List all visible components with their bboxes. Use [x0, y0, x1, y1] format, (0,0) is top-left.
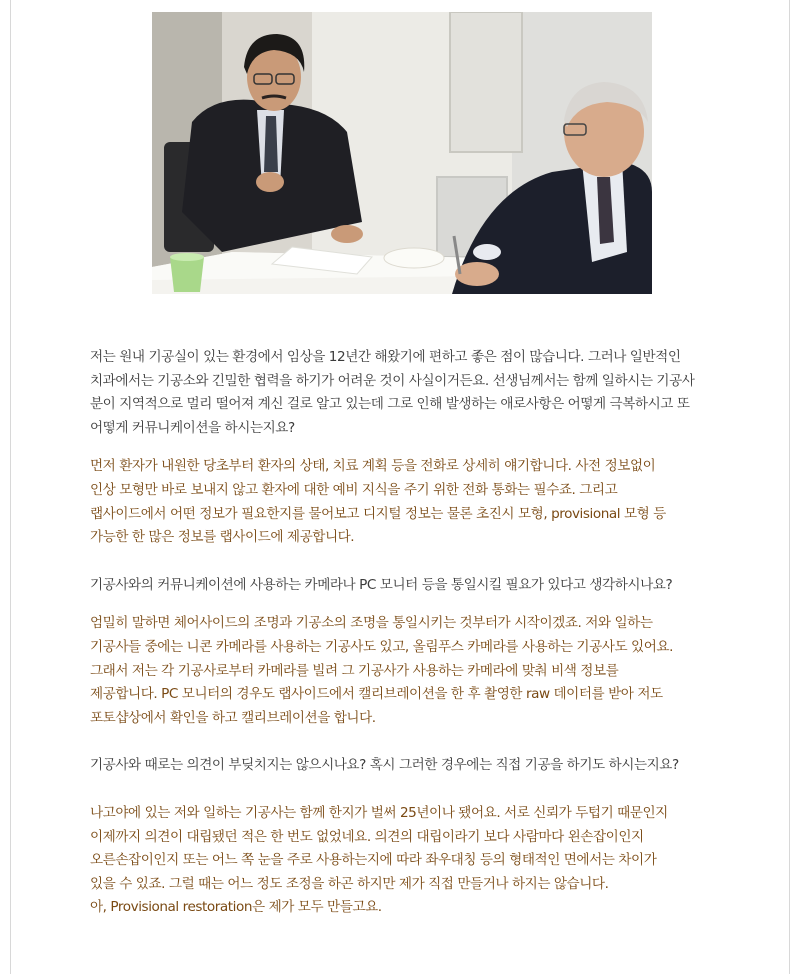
text-line: 저는 원내 기공실이 있는 환경에서 임상을 12년간 해왔기에 편하고 좋은 점이 많습니다. 그러나 일반적인: [90, 349, 681, 365]
question-paragraph: [90, 574, 726, 598]
answer-paragraph: [90, 455, 726, 549]
question-paragraph: [90, 346, 726, 440]
interview-photo: [152, 12, 652, 294]
article-page: [10, 0, 790, 974]
text-line: 포토샵상에서 확인을 하고 캘리브레이션을 합니다.: [90, 709, 376, 726]
text-line: 랩사이드에서 어떤 정보가 필요한지를 물어보고 디지털 정보는 물론 초진시 모형, provisional 모형 등: [90, 505, 666, 522]
text-line: 가능한 한 많은 정보를 랩사이드에 제공합니다.: [90, 529, 355, 546]
text-line: 있을 수 있죠. 그럴 때는 어느 정도 조정을 하곤 하지만 제가 직접 만들거나 하지는 않습니다.: [90, 875, 609, 892]
text-line: 이제까지 의견이 대립됐던 적은 한 번도 없었네요. 의견의 대립이라기 보다 사람마다 왼손잡이인지: [90, 828, 644, 845]
text-line: 기공사와 때로는 의견이 부딪치지는 않으시나요? 혹시 그러한 경우에는 직접 기공을 하기도 하시는지요?: [90, 757, 679, 774]
text-line: 먼저 환자가 내원한 당초부터 환자의 상태, 치료 계획 등을 전화로 상세히 얘기합니다. 사전 정보없이: [90, 458, 656, 475]
text-line: 그래서 저는 각 기공사로부터 카메라를 빌려 그 기공사가 사용하는 카메라에 맞춰 비색 정보를: [90, 662, 619, 679]
text-line: 엄밀히 말하면 체어사이드의 조명과 기공소의 조명을 통일시키는 것부터가 시작이겠죠. 저와 일하는: [90, 615, 653, 632]
answer-paragraph: [90, 612, 726, 730]
answer-paragraph: [90, 802, 726, 920]
interview-text: [90, 346, 726, 920]
text-line: 아, Provisional restoration은 제가 모두 만들고요.: [90, 899, 382, 916]
text-line: 나고야에 있는 저와 일하는 기공사는 함께 한지가 벌써 25년이나 됐어요. 서로 신뢰가 두텁기 때문인지: [90, 804, 668, 821]
text-line: 인상 모형만 바로 보내지 않고 환자에 대한 예비 지식을 주기 위한 전화 통화는 필수죠. 그리고: [90, 481, 618, 498]
text-line: 제공합니다. PC 모니터의 경우도 랩사이드에서 캘리브레이션을 한 후 촬영한 raw 데이터를 받아 저도: [90, 686, 663, 703]
text-line: 치과에서는 기공소와 긴밀한 협력을 하기가 어려운 것이 사실이거든요. 선생님께서는 함께 일하시는 기공사: [90, 372, 695, 389]
text-line: 분이 지역적으로 멀리 떨어져 계신 걸로 알고 있는데 그로 인해 발생하는 애로사항은 어떻게 극복하시고 또: [90, 396, 690, 413]
text-line: 오른손잡이인지 또는 어느 쪽 눈을 주로 사용하는지에 따라 좌우대칭 등의 형태적인 면에서는 차이가: [90, 852, 657, 869]
text-line: 기공사와의 커뮤니케이션에 사용하는 카메라나 PC 모니터 등을 통일시킬 필요가 있다고 생각하시나요?: [90, 576, 673, 593]
text-line: 어떻게 커뮤니케이션을 하시는지요?: [90, 419, 295, 436]
text-line: 기공사들 중에는 니콘 카메라를 사용하는 기공사도 있고, 올림푸스 카메라를 사용하는 기공사도 있어요.: [90, 638, 673, 655]
question-paragraph: [90, 754, 726, 778]
